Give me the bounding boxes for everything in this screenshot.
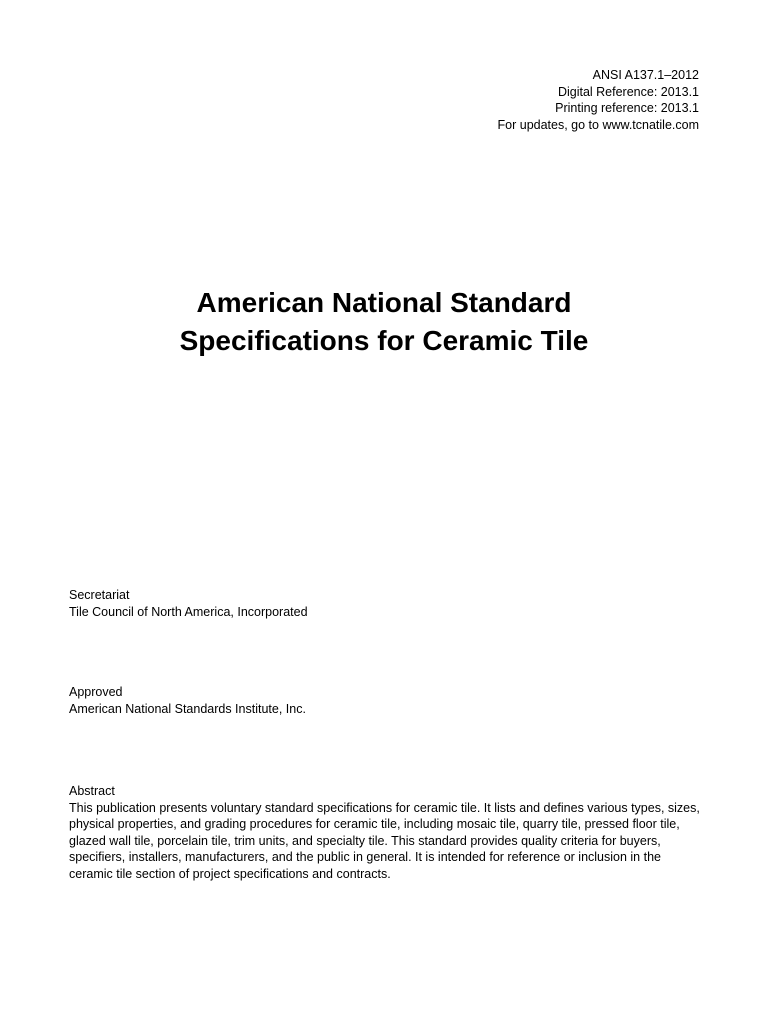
digital-reference: Digital Reference: 2013.1 xyxy=(557,84,699,99)
abstract-section xyxy=(69,783,701,882)
secretariat-label: Secretariat xyxy=(69,588,130,602)
approved-value: American National Standards Institute, Inc. xyxy=(69,701,306,716)
title-line-1: American National Standard xyxy=(196,287,572,318)
abstract-label: Abstract xyxy=(69,784,115,798)
title-line-2: Specifications for Ceramic Tile xyxy=(179,325,589,356)
secretariat-section xyxy=(69,587,701,620)
updates-note: For updates, go to www.tcnatile.com xyxy=(497,117,699,132)
document-title xyxy=(0,284,768,360)
approved-section xyxy=(69,684,701,717)
reference-info xyxy=(498,67,699,133)
secretariat-value: Tile Council of North America, Incorporated xyxy=(69,604,308,619)
approved-label: Approved xyxy=(69,685,123,699)
printing-reference: Printing reference: 2013.1 xyxy=(555,101,699,115)
standard-id: ANSI A137.1–2012 xyxy=(592,68,699,82)
abstract-text: This publication presents voluntary standard specifications for ceramic tile. It lists and defines various types, sizes, physical properties, and grading procedures for ceramic tile, including mosaic tile, quarry tile, pressed floor tile, glazed wall tile, porcelain tile, trim units, and specialty tile. This standard provides quality criteria for buyers, specifiers, installers, manufacturers, and the public in general. It is intended for reference or inclusion in the ceramic tile section of project specifications and contracts. xyxy=(69,800,700,881)
